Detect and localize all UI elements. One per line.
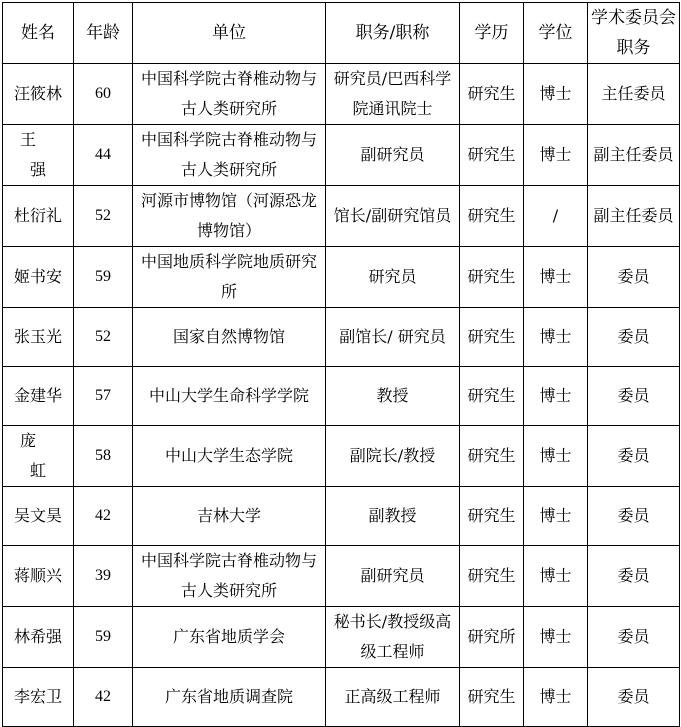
cell-committee-role: 副主任委员 bbox=[588, 125, 680, 186]
committee-table bbox=[2, 2, 680, 727]
cell-unit: 广东省地质调查院 bbox=[133, 668, 326, 727]
cell-age: 59 bbox=[74, 607, 133, 668]
table-row bbox=[3, 308, 680, 367]
cell-name bbox=[3, 125, 74, 186]
cell-name: 蒋顺兴 bbox=[3, 546, 74, 607]
cell-unit: 国家自然博物馆 bbox=[133, 308, 326, 367]
cell-age: 59 bbox=[74, 247, 133, 308]
cell-education: 研究生 bbox=[460, 247, 524, 308]
cell-degree: 博士 bbox=[524, 308, 588, 367]
cell-name bbox=[3, 426, 74, 487]
cell-title: 副研究员 bbox=[326, 546, 460, 607]
header-age: 年龄 bbox=[74, 3, 133, 64]
cell-degree: 博士 bbox=[524, 64, 588, 125]
cell-committee-role: 委员 bbox=[588, 367, 680, 426]
cell-unit: 中国科学院古脊椎动物与古人类研究所 bbox=[133, 64, 326, 125]
cell-committee-role: 主任委员 bbox=[588, 64, 680, 125]
table-row bbox=[3, 487, 680, 546]
cell-unit: 中国地质科学院地质研究所 bbox=[133, 247, 326, 308]
cell-committee-role: 委员 bbox=[588, 546, 680, 607]
table-row bbox=[3, 668, 680, 727]
table-row bbox=[3, 125, 680, 186]
cell-degree: 博士 bbox=[524, 487, 588, 546]
cell-education: 研究生 bbox=[460, 668, 524, 727]
cell-committee-role: 委员 bbox=[588, 426, 680, 487]
cell-degree: 博士 bbox=[524, 607, 588, 668]
cell-age: 42 bbox=[74, 668, 133, 727]
table-row bbox=[3, 546, 680, 607]
cell-degree: 博士 bbox=[524, 247, 588, 308]
cell-degree: / bbox=[524, 186, 588, 247]
cell-education: 研究生 bbox=[460, 426, 524, 487]
cell-education: 研究生 bbox=[460, 367, 524, 426]
cell-unit: 中国科学院古脊椎动物与古人类研究所 bbox=[133, 546, 326, 607]
cell-age: 52 bbox=[74, 308, 133, 367]
cell-unit: 中山大学生态学院 bbox=[133, 426, 326, 487]
cell-degree: 博士 bbox=[524, 125, 588, 186]
cell-education: 研究生 bbox=[460, 546, 524, 607]
cell-age: 39 bbox=[74, 546, 133, 607]
table-header-row bbox=[3, 3, 680, 64]
table-row bbox=[3, 64, 680, 125]
header-title: 职务/职称 bbox=[326, 3, 460, 64]
name-text: 王强 bbox=[19, 130, 66, 179]
cell-title: 副院长/教授 bbox=[326, 426, 460, 487]
cell-unit: 河源市博物馆（河源恐龙博物馆） bbox=[133, 186, 326, 247]
header-education: 学历 bbox=[460, 3, 524, 64]
cell-unit: 广东省地质学会 bbox=[133, 607, 326, 668]
cell-education: 研究生 bbox=[460, 125, 524, 186]
cell-age: 42 bbox=[74, 487, 133, 546]
header-unit: 单位 bbox=[133, 3, 326, 64]
cell-education: 研究生 bbox=[460, 487, 524, 546]
cell-education: 研究生 bbox=[460, 186, 524, 247]
cell-title: 研究员/巴西科学院通讯院士 bbox=[326, 64, 460, 125]
header-committee-role: 学术委员会职务 bbox=[588, 3, 680, 64]
cell-education: 研究所 bbox=[460, 607, 524, 668]
cell-name: 张玉光 bbox=[3, 308, 74, 367]
cell-unit: 中国科学院古脊椎动物与古人类研究所 bbox=[133, 125, 326, 186]
cell-title: 秘书长/教授级高级工程师 bbox=[326, 607, 460, 668]
cell-unit: 吉林大学 bbox=[133, 487, 326, 546]
cell-committee-role: 委员 bbox=[588, 607, 680, 668]
cell-name: 姬书安 bbox=[3, 247, 74, 308]
cell-education: 研究生 bbox=[460, 308, 524, 367]
cell-age: 52 bbox=[74, 186, 133, 247]
cell-education: 研究生 bbox=[460, 64, 524, 125]
cell-name: 杜衍礼 bbox=[3, 186, 74, 247]
cell-name: 林希强 bbox=[3, 607, 74, 668]
header-degree: 学位 bbox=[524, 3, 588, 64]
table-row bbox=[3, 607, 680, 668]
cell-committee-role: 副主任委员 bbox=[588, 186, 680, 247]
cell-name: 金建华 bbox=[3, 367, 74, 426]
cell-age: 58 bbox=[74, 426, 133, 487]
cell-title: 副研究员 bbox=[326, 125, 460, 186]
cell-name: 汪筱林 bbox=[3, 64, 74, 125]
cell-committee-role: 委员 bbox=[588, 487, 680, 546]
cell-title: 正高级工程师 bbox=[326, 668, 460, 727]
cell-degree: 博士 bbox=[524, 367, 588, 426]
cell-title: 副教授 bbox=[326, 487, 460, 546]
cell-committee-role: 委员 bbox=[588, 308, 680, 367]
table-row bbox=[3, 426, 680, 487]
cell-degree: 博士 bbox=[524, 668, 588, 727]
cell-committee-role: 委员 bbox=[588, 668, 680, 727]
table-row bbox=[3, 186, 680, 247]
cell-committee-role: 委员 bbox=[588, 247, 680, 308]
cell-title: 副馆长/ 研究员 bbox=[326, 308, 460, 367]
cell-degree: 博士 bbox=[524, 426, 588, 487]
cell-degree: 博士 bbox=[524, 546, 588, 607]
cell-unit: 中山大学生命科学学院 bbox=[133, 367, 326, 426]
name-text: 庞虹 bbox=[19, 431, 66, 480]
table-row bbox=[3, 367, 680, 426]
cell-age: 44 bbox=[74, 125, 133, 186]
header-name: 姓名 bbox=[3, 3, 74, 64]
cell-age: 57 bbox=[74, 367, 133, 426]
cell-title: 研究员 bbox=[326, 247, 460, 308]
cell-name: 李宏卫 bbox=[3, 668, 74, 727]
cell-age: 60 bbox=[74, 64, 133, 125]
table-row bbox=[3, 247, 680, 308]
cell-title: 馆长/副研究馆员 bbox=[326, 186, 460, 247]
cell-title: 教授 bbox=[326, 367, 460, 426]
cell-name: 吴文昊 bbox=[3, 487, 74, 546]
